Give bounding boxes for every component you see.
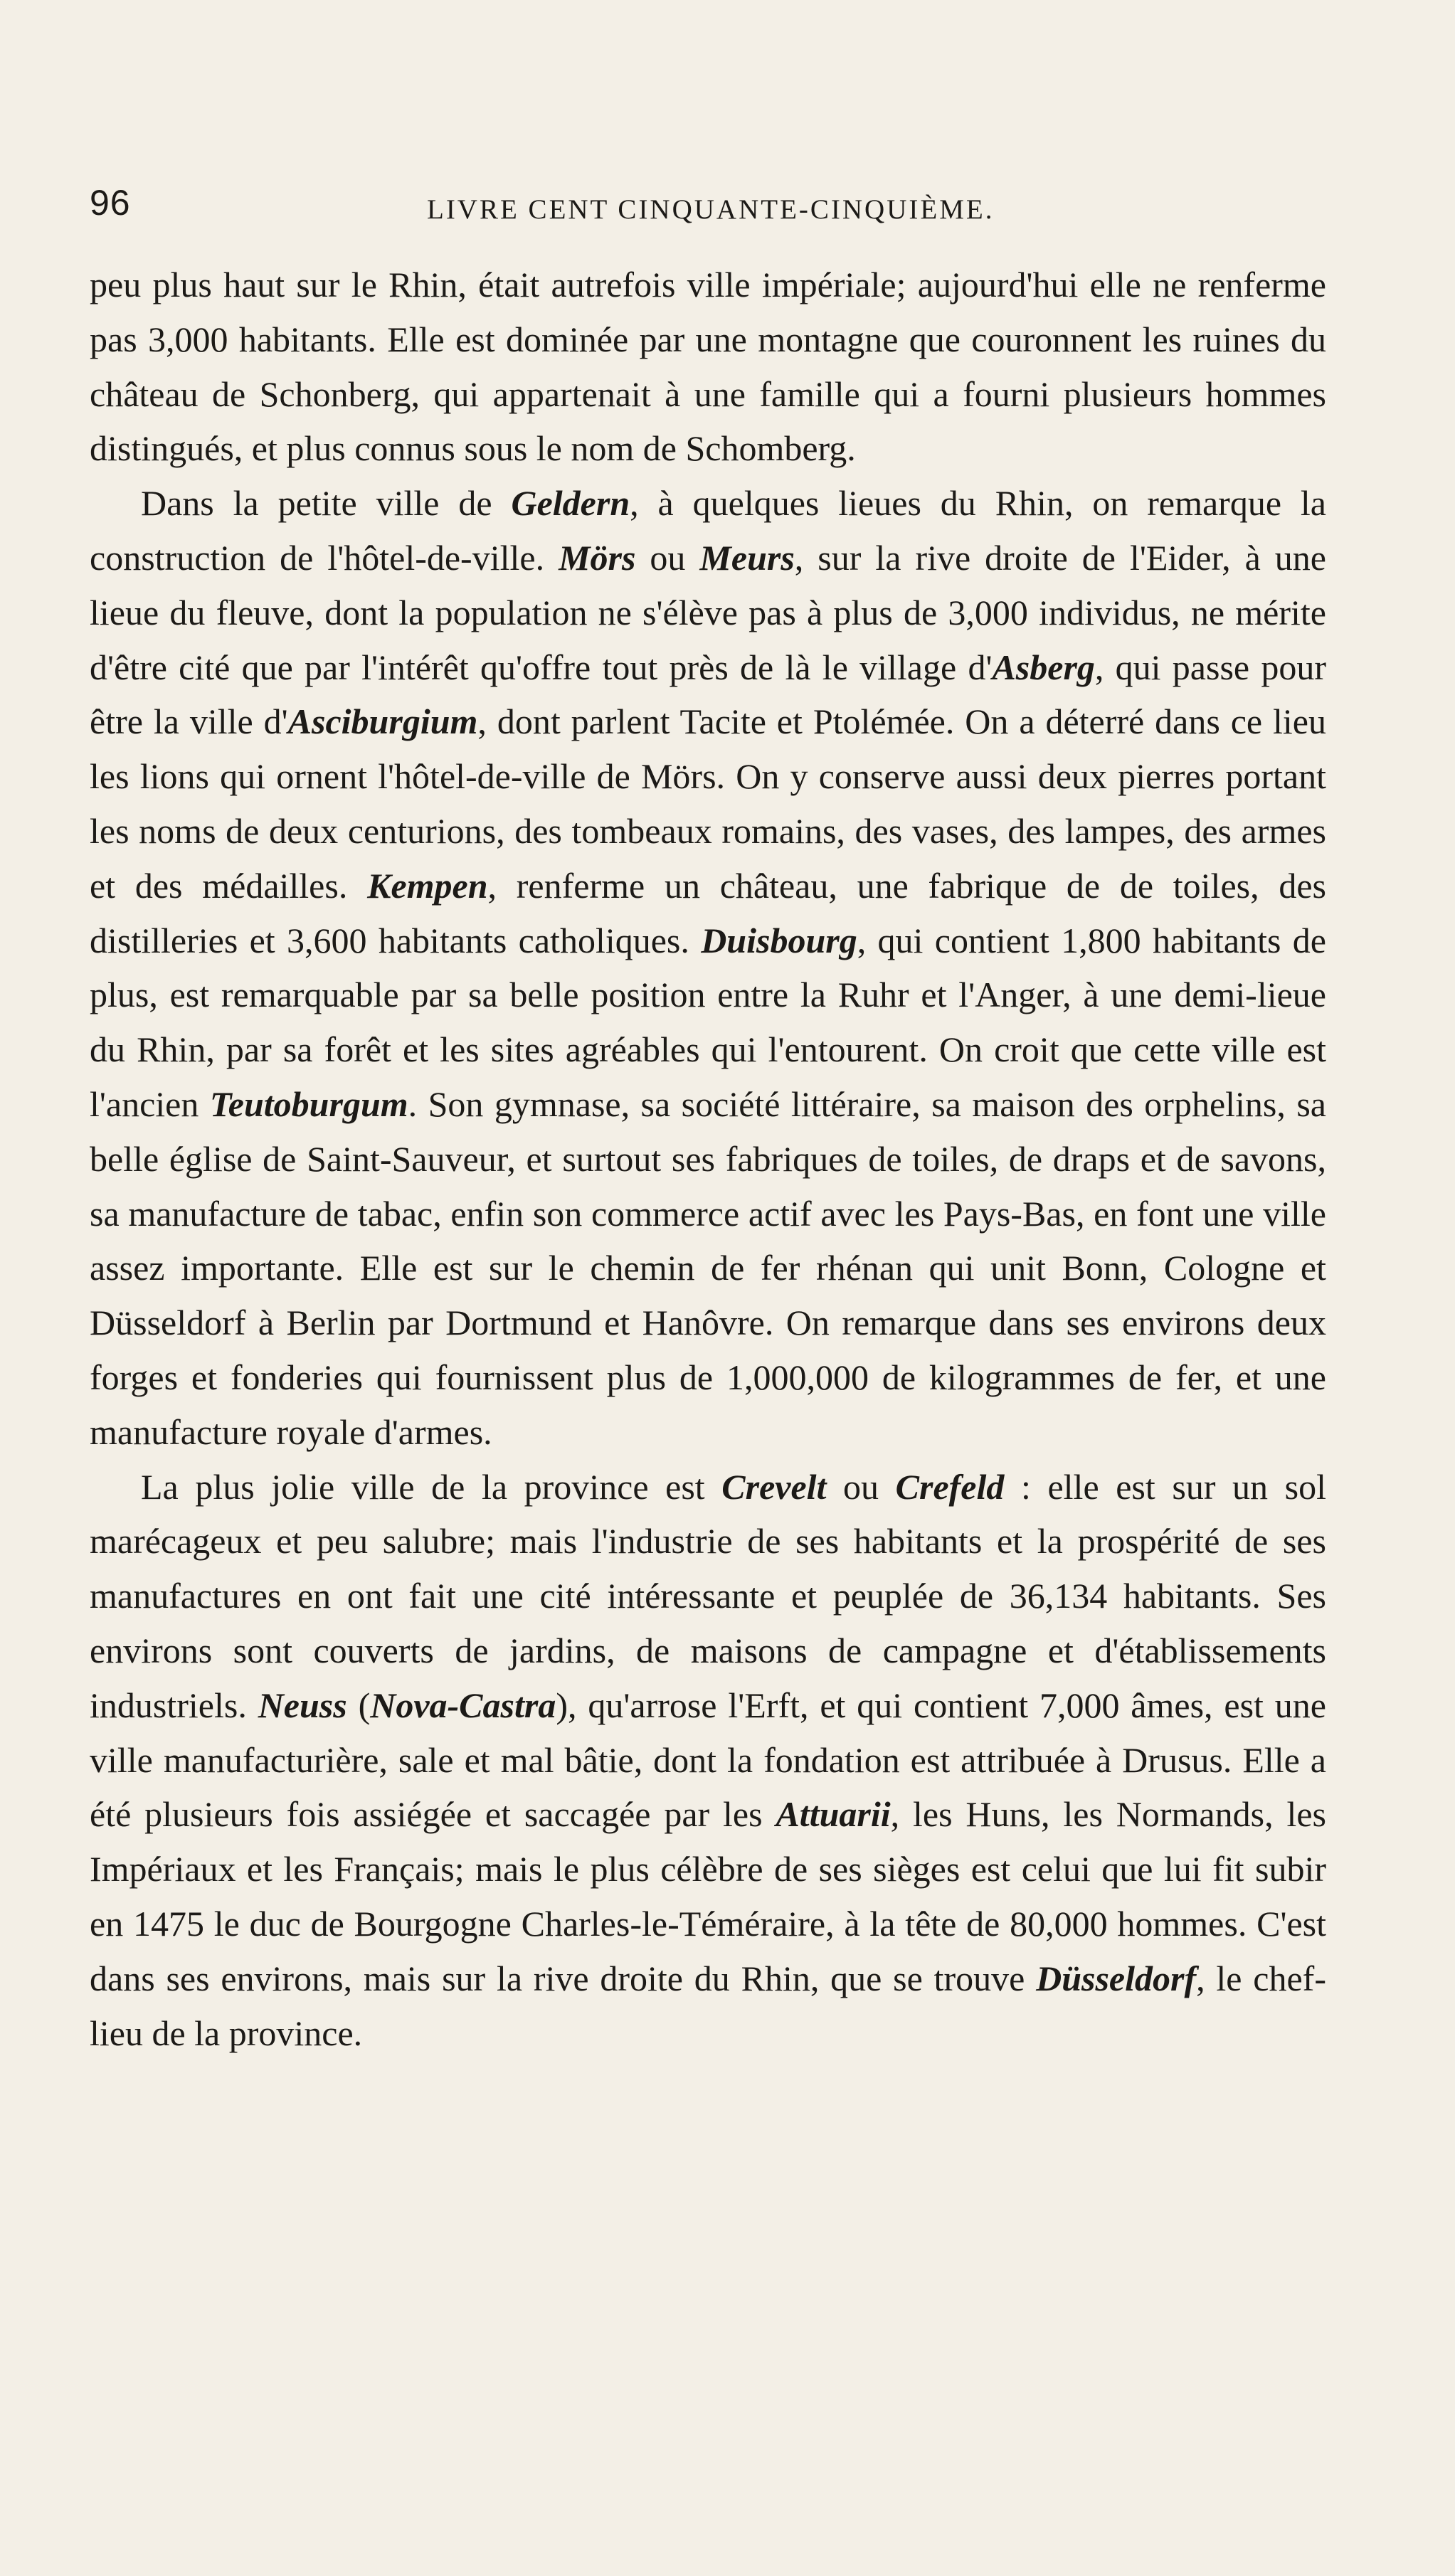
- text-run: Dans la petite ville de: [141, 483, 512, 524]
- text-run: ou: [635, 537, 700, 578]
- place-name: Asberg: [992, 647, 1095, 687]
- place-name: Neuss: [258, 1685, 347, 1725]
- text-run: (: [346, 1685, 371, 1725]
- text-run: , renferme un château, une fabrique de de toiles, des distilleries et 3,600 habitants catholiques.: [90, 865, 1326, 960]
- place-name: Asciburgium: [287, 701, 478, 742]
- page-number: 96: [90, 183, 131, 223]
- text-run: . Son gymnase, sa société littéraire, sa maison des orphelins, sa belle église de Saint-Sauveur, et surtout ses fabriques de toiles, de draps et de savons, sa manufacture de tabac, enfin son commerce actif avec les Pays-Bas, en font une ville assez importante. Elle est sur le chemin de fer rhénan qui unit Bonn, Cologne et Düsseldorf à Berlin par Dortmund et Hanôvre. On remarque dans ses environs deux forges et fonderies qui fournissent plus de 1,000,000 de kilogrammes de fer, et une manufacture royale d'armes.: [90, 1083, 1326, 1452]
- text-run: La plus jolie ville de la province est: [141, 1466, 722, 1507]
- place-name: Düsseldorf: [1036, 1958, 1197, 1998]
- text-run: : elle est sur un sol marécageux et peu salubre; mais l'industrie de ses habitants et la prospérité de ses manufactures en ont fait une cité intéressante et peuplée de 36,134 habitants. Ses environs sont couverts de jardins, de maisons de campagne et d'établissements industriels.: [90, 1466, 1326, 1725]
- running-title: LIVRE CENT CINQUANTE-CINQUIÈME.: [427, 194, 995, 225]
- paragraph: [90, 258, 1326, 476]
- place-name: Kempen: [367, 865, 488, 906]
- text-run: , les Huns, les Normands, les Impériaux et les Français; mais le plus célèbre de ses sièges est celui que lui fit subir en 1475 le duc de Bourgogne Charles-le-Téméraire, à la tête de 80,000 hommes. C'est dans ses environs, mais sur la rive droite du Rhin, que se trouve: [90, 1794, 1326, 1998]
- place-name: Duisbourg: [701, 920, 857, 960]
- place-name: Crevelt: [721, 1466, 827, 1507]
- paragraph: [90, 1460, 1326, 2061]
- paragraph: [90, 476, 1326, 1459]
- text-run: , qui passe pour être la ville d': [90, 647, 1326, 742]
- body-text: [90, 258, 1326, 2060]
- text-run: , à quelques lieues du Rhin, on remarque la construction de l'hôtel-de-ville.: [90, 483, 1326, 578]
- text-run: , le chef-lieu de la province.: [90, 1958, 1326, 2053]
- place-name: Meurs: [699, 537, 795, 578]
- text-run: ou: [826, 1466, 896, 1507]
- place-name: Teutoburgum: [209, 1083, 408, 1124]
- text-run: peu plus haut sur le Rhin, était autrefois ville impériale; aujourd'hui elle ne renferme pas 3,000 habitants. Elle est dominée par une montagne que couronnent les ruines du château de Schonberg, qui appartenait à une famille qui a fourni plusieurs hommes distingués, et plus connus sous le nom de Schomberg.: [90, 265, 1326, 469]
- place-name: Crefeld: [895, 1466, 1005, 1507]
- place-name: Attuarii: [776, 1794, 891, 1835]
- text-run: , qui contient 1,800 habitants de plus, est remarquable par sa belle position entre la Ruhr et l'Anger, à une demi-lieue du Rhin, par sa forêt et les sites agréables qui l'entourent. On croit que cette ville est l'ancien: [90, 920, 1326, 1124]
- place-name: Nova-Castra: [370, 1685, 556, 1725]
- place-name: Mörs: [559, 537, 636, 578]
- text-run: , sur la rive droite de l'Eider, à une lieue du fleuve, dont la population ne s'élève pas à plus de 3,000 individus, ne mérite d'être cité que par l'intérêt qu'offre tout près de là le village d': [90, 537, 1326, 687]
- text-run: , dont parlent Tacite et Ptolémée. On a déterré dans ce lieu les lions qui ornent l'hôtel-de-ville de Mörs. On y conserve aussi deux pierres portant les noms de deux centurions, des tombeaux romains, des vases, des lampes, des armes et des médailles.: [90, 701, 1326, 906]
- text-run: ), qu'arrose l'Erft, et qui contient 7,000 âmes, est une ville manufacturière, sale et mal bâtie, dont la fondation est attribuée à Drusus. Elle a été plusieurs fois assiégée et saccagée par les: [90, 1685, 1326, 1835]
- place-name: Geldern: [511, 483, 630, 524]
